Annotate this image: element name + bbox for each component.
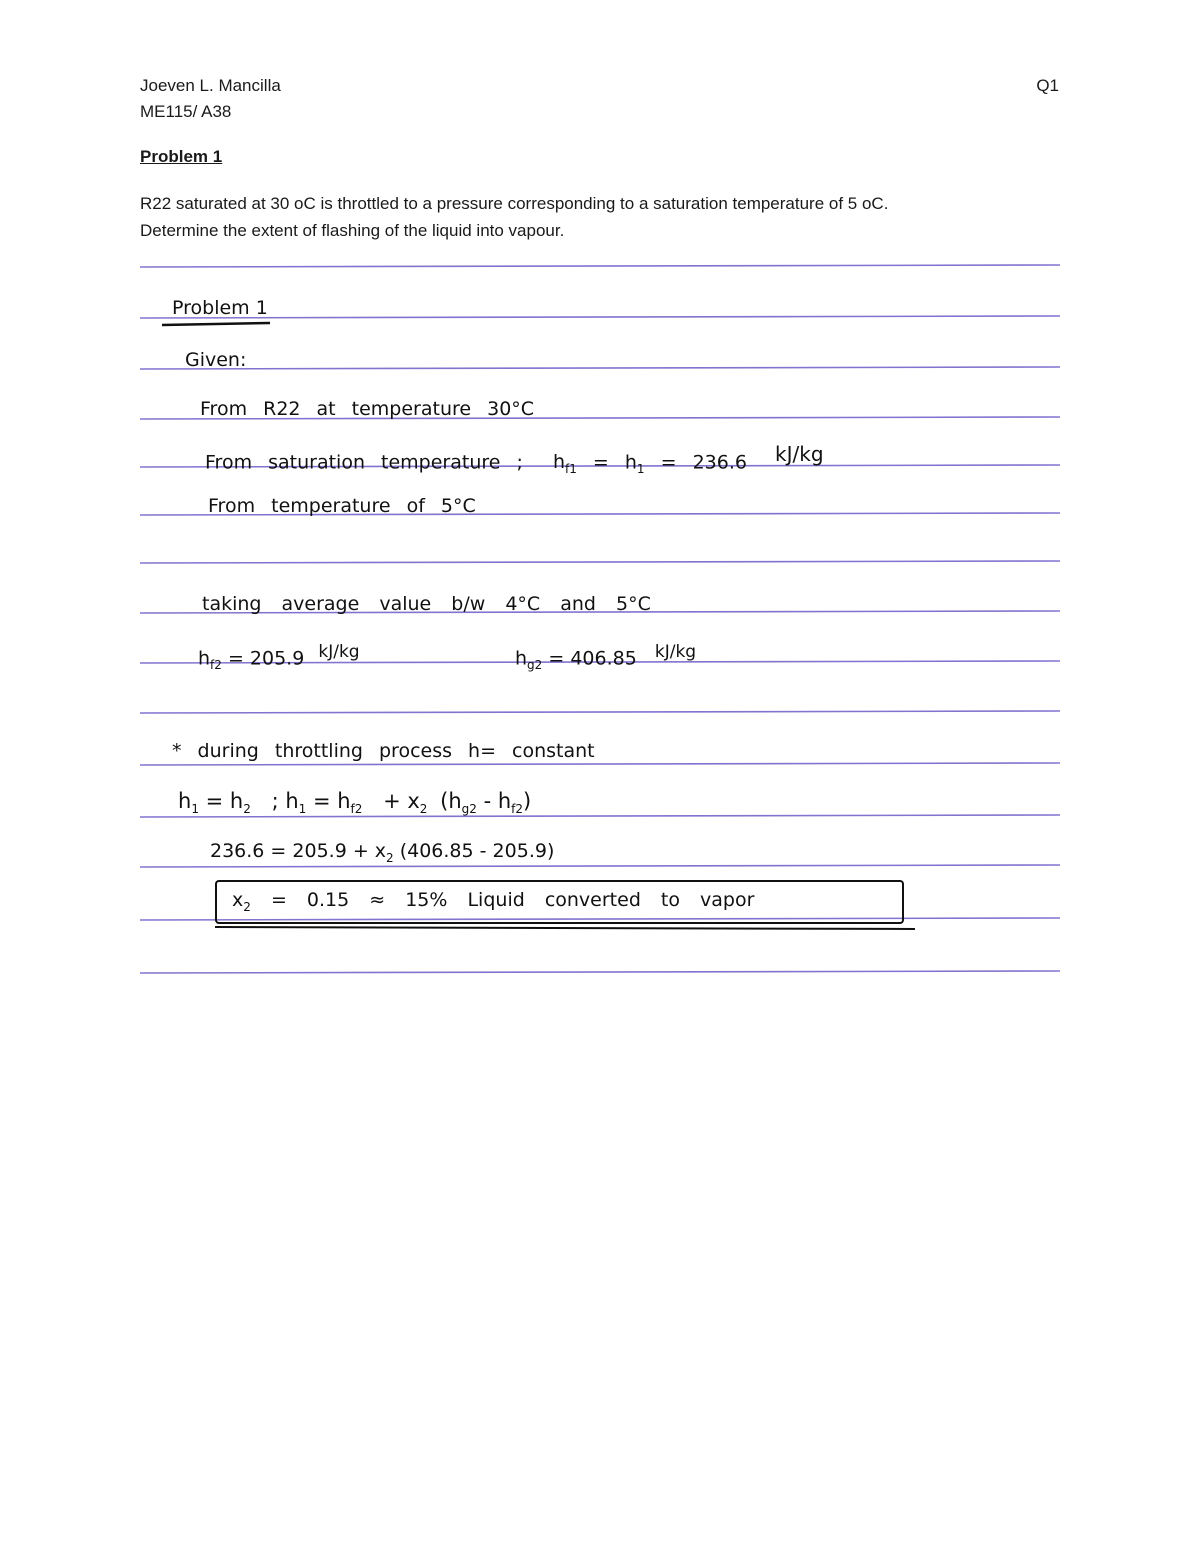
hw-text: 236.6 = 205.9 + x [210,840,387,862]
hw-line-1: From R22 at temperature 30°C [200,398,535,420]
hw-line-6: * during throttling process h= constant [172,740,595,762]
statement-line: Determine the extent of flashing of the liquid into vapour. [140,221,565,240]
hw-subscript: f1 [565,462,577,477]
hw-subscript: 2 [243,899,251,914]
hw-subscript: 2 [243,802,251,817]
hw-unit: kJ/kg [775,442,824,466]
hw-subscript: f2 [511,802,524,817]
hw-line-8 [210,840,554,869]
hw-text: + x [383,789,420,813]
hw-subscript: 2 [386,850,394,865]
hw-text: = 406.85 [548,647,637,670]
hw-line-2 [205,443,824,480]
hw-unit: kJ/kg [318,642,360,662]
hw-text: h [552,451,565,474]
hw-text: = h [312,789,351,813]
hw-hg2 [515,641,696,676]
hw-line-4: taking average value b/w 4°C and 5°C [202,593,651,615]
hw-text: h [178,789,192,813]
question-number: Q1 [1036,76,1059,95]
hw-given: Given: [185,349,247,371]
hw-text: ) [523,789,532,813]
hw-line-3: From temperature of 5°C [208,495,476,517]
problem-title: Problem 1 [140,147,223,166]
hw-text: = 0.15 ≈ 15% Liquid converted to vapor [270,889,755,911]
hw-answer [232,889,754,918]
hw-text: (h [440,789,462,813]
hw-subscript: 1 [298,802,307,817]
hw-subscript: f2 [350,802,363,817]
hw-subscript: 1 [191,802,199,817]
hw-text: = 236.6 [660,451,747,474]
hw-text: - h [483,789,512,813]
author-name: Joeven L. Mancilla [140,76,281,95]
statement-line: R22 saturated at 30 oC is throttled to a pressure corresponding to a saturation temperature of 5 oC. [140,194,889,213]
hw-hf2 [198,641,360,676]
problem-statement [140,190,1060,244]
course-code: ME115/ A38 [140,102,232,121]
hw-text: = h [205,789,244,813]
handwritten-notebook-image [140,255,1060,980]
hw-text: x [232,889,244,911]
hw-subscript: g2 [461,802,477,817]
hw-subscript: 1 [636,462,645,477]
hw-text: ; h [271,789,299,813]
hw-text: h [515,647,528,670]
hw-unit: kJ/kg [654,642,697,662]
hw-heading: Problem 1 [172,297,268,319]
hw-text: From saturation temperature ; [205,451,523,474]
ruled-lines [140,255,1060,980]
hw-subscript: g2 [527,658,543,673]
hw-text: h [198,647,211,670]
hw-subscript: 2 [419,802,428,817]
hw-line-7 [178,790,531,820]
hw-text: = 205.9 [227,647,305,670]
hw-text: = h [592,451,637,474]
hw-text: (406.85 - 205.9) [399,840,555,862]
hw-subscript: f2 [210,658,222,673]
